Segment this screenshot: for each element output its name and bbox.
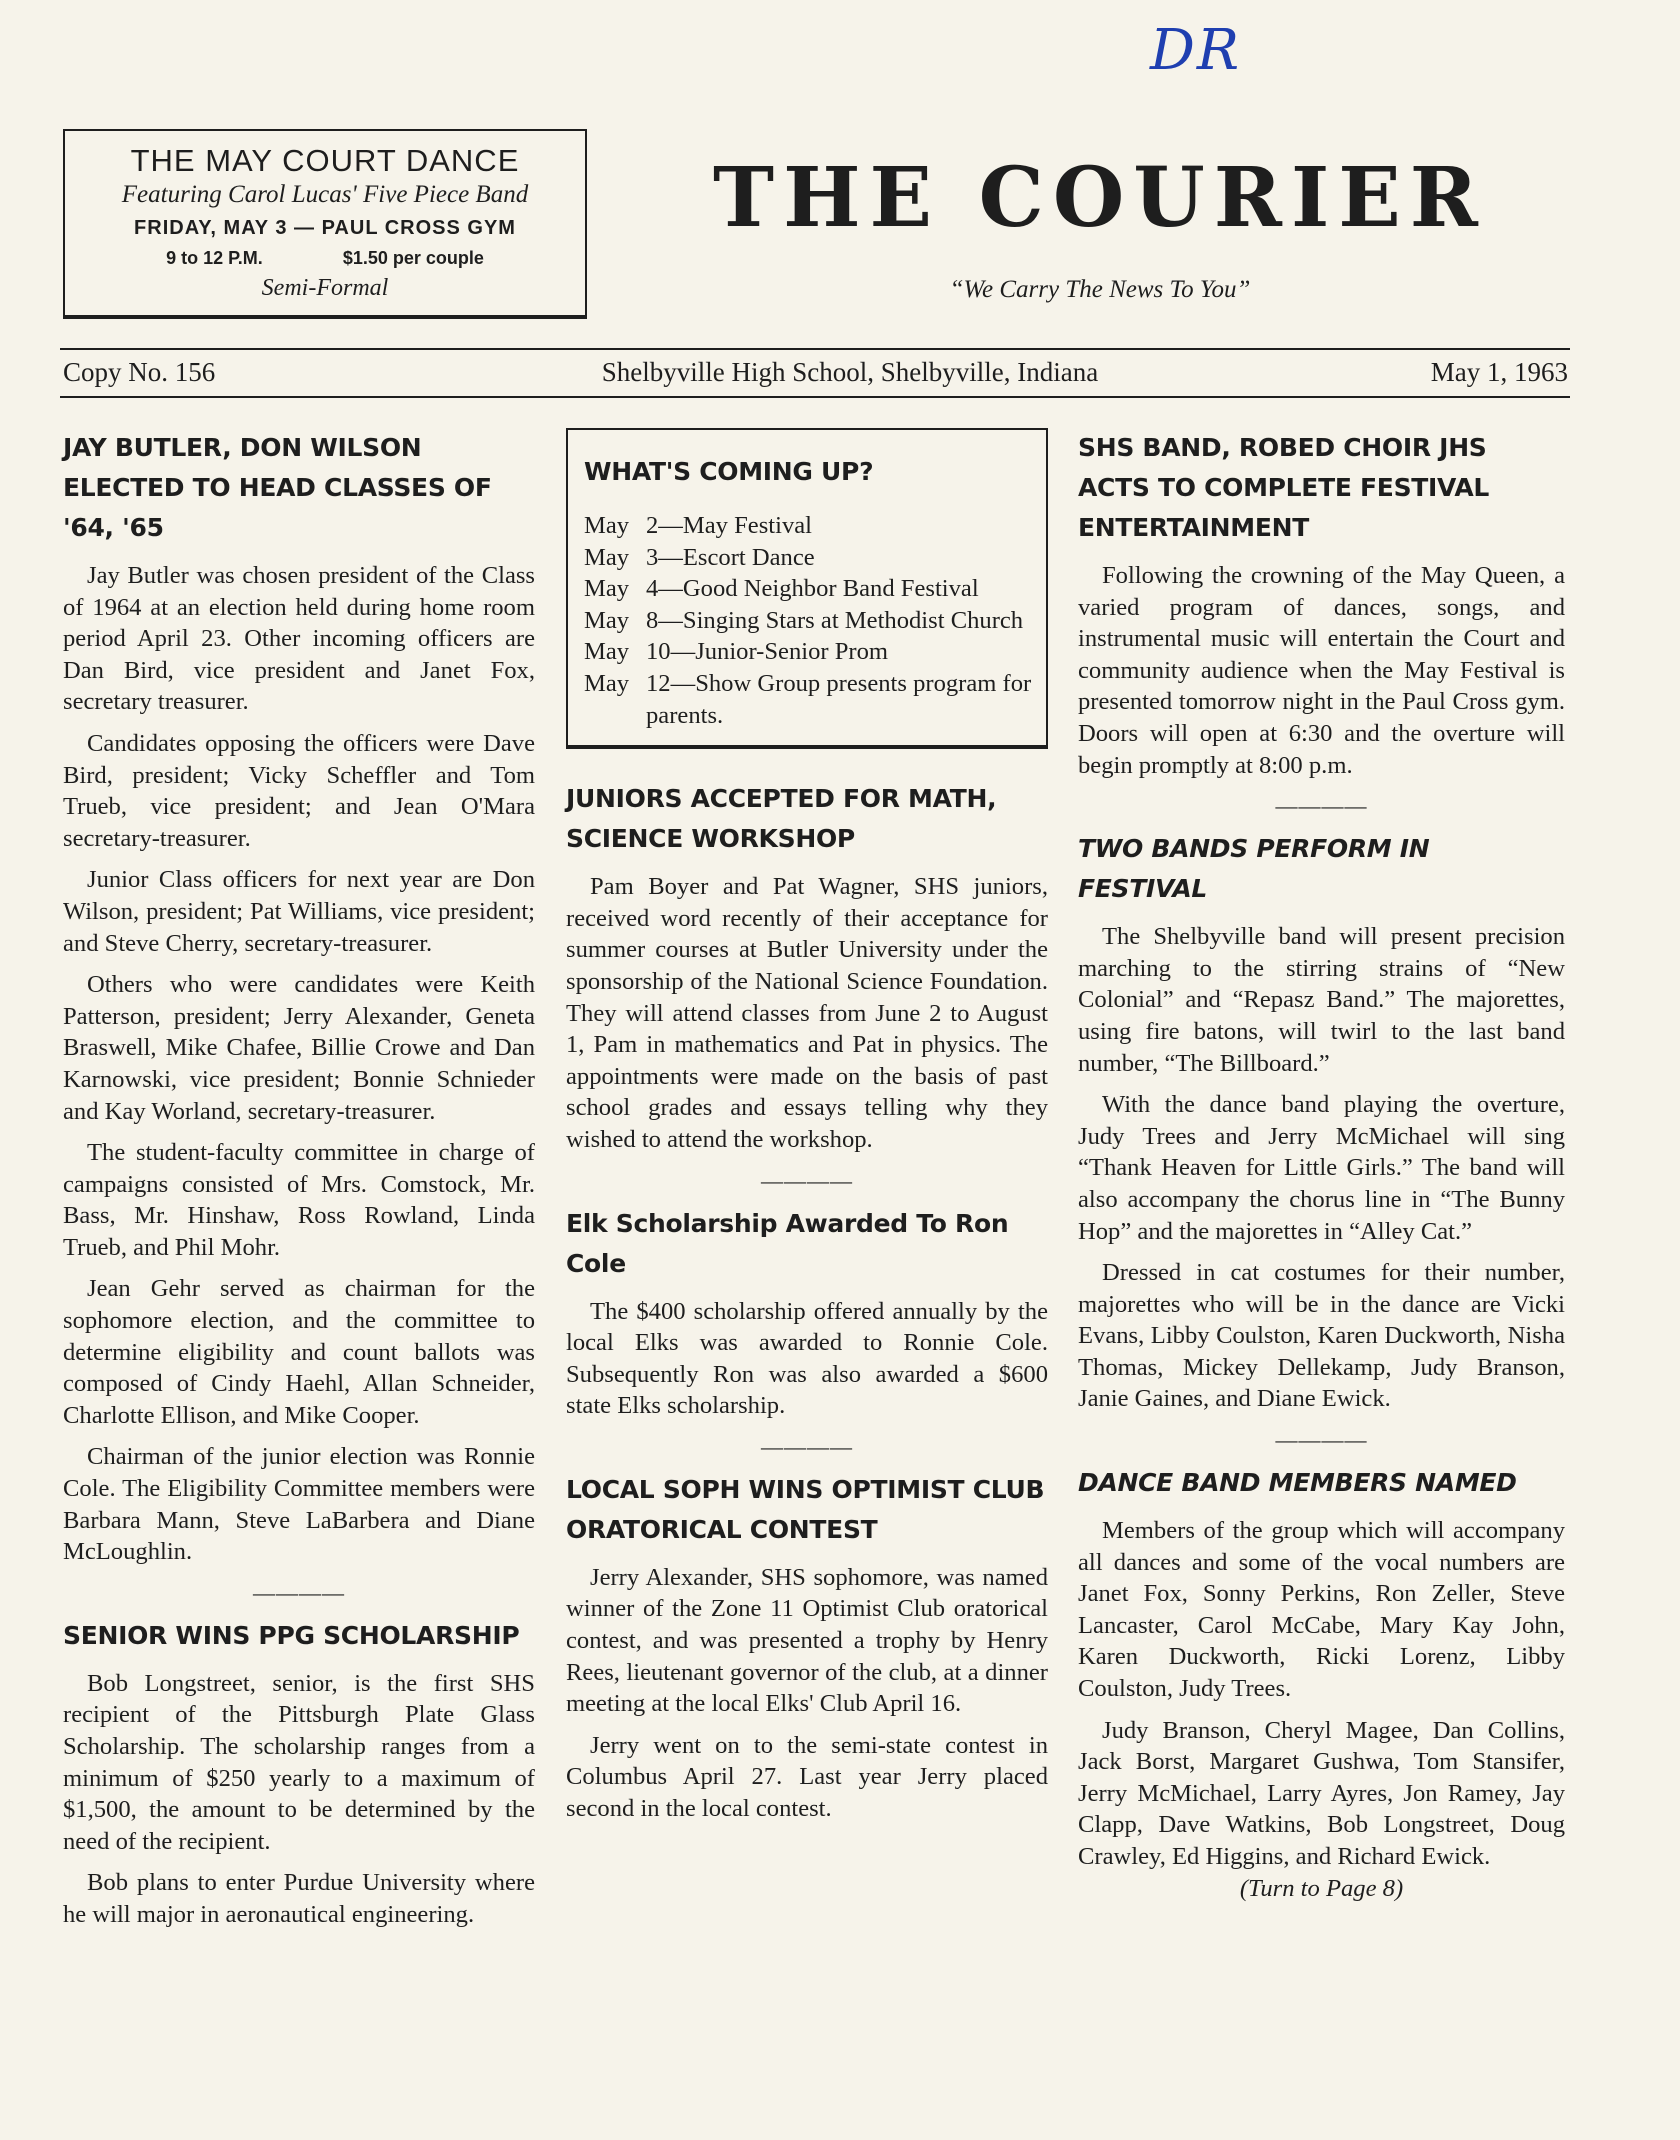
article-separator: ———— <box>1275 793 1368 819</box>
article-headline: LOCAL SOPH WINS OPTIMIST CLUB ORATORICAL CONTEST <box>566 1474 1045 1544</box>
ad-time: 9 to 12 P.M. <box>166 248 263 268</box>
ad-price: $1.50 per couple <box>342 248 484 268</box>
article-headline: SHS BAND, ROBED CHOIR JHS ACTS TO COMPLETE FESTIVAL ENTERTAINMENT <box>1078 433 1490 542</box>
copy-number: Copy No. 156 <box>63 357 216 387</box>
event-item <box>584 542 1032 574</box>
article-separator: ———— <box>761 1167 853 1193</box>
article-paragraph: Members of the group which will accompany all dances and some of the vocal numbers are Janet Fox, Sonny Perkins, Ron Zeller, Steve Lancaster, Carol McCabe, Mary Kay John, Karen Duckworth, Ricki Lorenz, Libby Coulston, Judy Trees. <box>1078 1517 1565 1703</box>
article-headline: JUNIORS ACCEPTED FOR MATH, SCIENCE WORKSHOP <box>566 784 997 854</box>
coming-up-title: WHAT'S COMING UP? <box>584 457 874 486</box>
event-month: May <box>584 575 630 603</box>
article-headline: JAY BUTLER, DON WILSON ELECTED TO HEAD CLASSES OF '64, '65 <box>63 433 492 542</box>
column-2 <box>566 428 1048 1825</box>
newspaper-masthead: THE COURIER <box>713 150 1487 246</box>
event-item <box>584 636 1032 668</box>
article-class-elections <box>63 428 535 1568</box>
turn-to-page-link[interactable]: (Turn to Page 8) <box>1239 1874 1404 1902</box>
article-ppg-scholarship <box>63 1616 535 1931</box>
article-dance-band-members <box>1078 1463 1565 1905</box>
article-math-science-workshop <box>566 779 1048 1155</box>
article-paragraph: Jay Butler was chosen president of the Class of 1964 at an election held during home room period April 23. Other incoming officers are Dan Bird, vice president and Janet Fox, secretary treasurer. <box>63 562 535 716</box>
ad-date-line: FRIDAY, MAY 3 — PAUL CROSS GYM <box>134 217 516 239</box>
event-item <box>584 605 1032 637</box>
event-description: 10—Junior-Senior Prom <box>646 638 889 666</box>
article-headline: SENIOR WINS PPG SCHOLARSHIP <box>63 1620 520 1650</box>
ad-time-price <box>65 248 585 269</box>
event-item <box>584 668 1032 731</box>
masthead-rule-top <box>60 348 1570 350</box>
event-description: 4—Good Neighbor Band Festival <box>646 575 979 603</box>
dance-advertisement-box <box>63 129 587 319</box>
masthead-motto: “We Carry The News To You” <box>949 276 1251 303</box>
ad-attire: Semi-Formal <box>261 275 389 301</box>
article-paragraph: Bob plans to enter Purdue University where he will major in aeronautical engineering. <box>63 1869 535 1928</box>
article-paragraph: Jerry Alexander, SHS sophomore, was named winner of the Zone 11 Optimist Club oratorical contest, and was presented a trophy by Henry Rees, lieutenant governor of the club, at a dinner meeting at the local Elks' Club April 16. <box>566 1563 1048 1718</box>
article-paragraph: Candidates opposing the officers were Dave Bird, president; Vicky Scheffler and Tom Trueb, vice president; and Jean O'Mara secretary-treasurer. <box>63 729 535 852</box>
article-paragraph: Dressed in cat costumes for their number, majorettes who will be in the dance are Vicki Evans, Libby Coulston, Karen Duckworth, Nisha Thomas, Mickey Dellekamp, Judy Branson, Janie Gaines, and Diane Ewick. <box>1078 1259 1565 1413</box>
article-paragraph: Judy Branson, Cheryl Magee, Dan Collins, Jack Borst, Margaret Gushwa, Tom Stansifer, Jerry McMichael, Larry Ayres, Jon Ramey, Jay Clapp, Dave Watkins, Bob Longstreet, Doug Crawley, Ed Higgins, and Richard Ewick. <box>1078 1716 1565 1870</box>
article-paragraph: With the dance band playing the overture, Judy Trees and Jerry McMichael will sing “Thank Heaven for Little Girls.” The band will also accompany the chorus line in “The Bunny Hop” and the majorettes in “Alley Cat.” <box>1078 1091 1565 1245</box>
event-description: 3—Escort Dance <box>646 543 815 571</box>
article-paragraph: Jean Gehr served as chairman for the sophomore election, and the committee to determine eligibility and count ballots was composed of Cindy Haehl, Allan Schneider, Charlotte Ellison, and Mike Cooper. <box>63 1275 535 1429</box>
article-elk-scholarship <box>566 1204 1048 1422</box>
article-paragraph: The $400 scholarship offered annually by the local Elks was awarded to Ronnie Cole. Subsequently Ron was also awarded a $600 state Elks scholarship. <box>566 1297 1048 1420</box>
article-festival-entertainment <box>1078 428 1565 781</box>
event-item <box>584 510 1032 542</box>
ad-feature: Featuring Carol Lucas' Five Piece Band <box>121 181 529 208</box>
whats-coming-up-box <box>566 428 1048 749</box>
article-paragraph: Jerry went on to the semi-state contest in Columbus April 27. Last year Jerry placed second in the local contest. <box>566 1731 1048 1823</box>
article-paragraph: Pam Boyer and Pat Wagner, SHS juniors, received word recently of their acceptance for summer courses at Butler University under the sponsorship of the National Science Foundation. They will attend classes from June 2 to August 1, Pam in mathematics and Pat in physics. The appointments were made on the basis of past school grades and essays telling why they wished to attend the workshop. <box>566 873 1048 1153</box>
article-paragraph: The Shelbyville band will present precision marching to the stirring strains of “New Colonial” and “Repasz Band.” The majorettes, using fire batons, will twirl to the last band number, “The Billboard.” <box>1078 923 1565 1077</box>
article-paragraph: The student-faculty committee in charge of campaigns consisted of Mrs. Comstock, Mr. Bass, Mr. Hinshaw, Ross Rowland, Linda Trueb, and Phil Mohr. <box>63 1139 535 1261</box>
event-month: May <box>584 638 630 666</box>
article-paragraph: Chairman of the junior election was Ronnie Cole. The Eligibility Committee members were Barbara Mann, Steve LaBarbera and Diane McLoughlin. <box>63 1443 535 1566</box>
event-month: May <box>584 543 630 571</box>
article-paragraph: Others who were candidates were Keith Patterson, president; Jerry Alexander, Geneta Braswell, Mike Chafee, Billie Crowe and Dan Karnowski, vice president; Bonnie Schnieder and Kay Worland, secretary-treasurer. <box>63 971 535 1125</box>
article-paragraph: Bob Longstreet, senior, is the first SHS recipient of the Pittsburgh Plate Glass Scholarship. The scholarship ranges from a minimum of $250 yearly to a maximum of $1,500, the amount to be determined by the need of the recipient. <box>63 1669 535 1855</box>
article-headline: DANCE BAND MEMBERS NAMED <box>1078 1468 1517 1498</box>
event-description: 8—Singing Stars at Methodist Church <box>646 606 1024 634</box>
issue-date: May 1, 1963 <box>1430 357 1568 387</box>
article-separator: ———— <box>1275 1427 1368 1453</box>
event-description: 2—May Festival <box>646 512 812 539</box>
school-name: Shelbyville High School, Shelbyville, Indiana <box>601 357 1099 387</box>
article-separator: ———— <box>761 1433 853 1459</box>
article-paragraph: Following the crowning of the May Queen, a varied program of dances, songs, and instrumental music will entertain the Court and community audience when the May Festival is presented tomorrow night in the Paul Cross gym. Doors will open at 6:30 and the overture will begin promptly at 8:00 p.m. <box>1078 562 1565 779</box>
handwritten-initials: DR <box>1150 18 1242 83</box>
article-paragraph: Junior Class officers for next year are Don Wilson, president; Pat Williams, vice president; and Steve Cherry, secretary-treasurer. <box>63 866 535 957</box>
ad-title: THE MAY COURT DANCE <box>130 143 520 178</box>
article-separator: ———— <box>253 1579 345 1605</box>
event-item <box>584 573 1032 605</box>
event-month: May <box>584 512 630 539</box>
event-month: May <box>584 669 630 697</box>
event-description: 12—Show Group presents program for parents. <box>646 669 1032 729</box>
event-month: May <box>584 606 630 634</box>
column-3 <box>1078 428 1565 1905</box>
article-optimist-oratorical <box>566 1470 1048 1825</box>
article-headline: Elk Scholarship Awarded To Ron Cole <box>566 1208 1009 1278</box>
article-two-bands <box>1078 829 1565 1415</box>
column-1 <box>63 428 535 1931</box>
masthead-rule-bottom <box>60 396 1570 398</box>
article-headline: TWO BANDS PERFORM IN FESTIVAL <box>1078 834 1430 904</box>
